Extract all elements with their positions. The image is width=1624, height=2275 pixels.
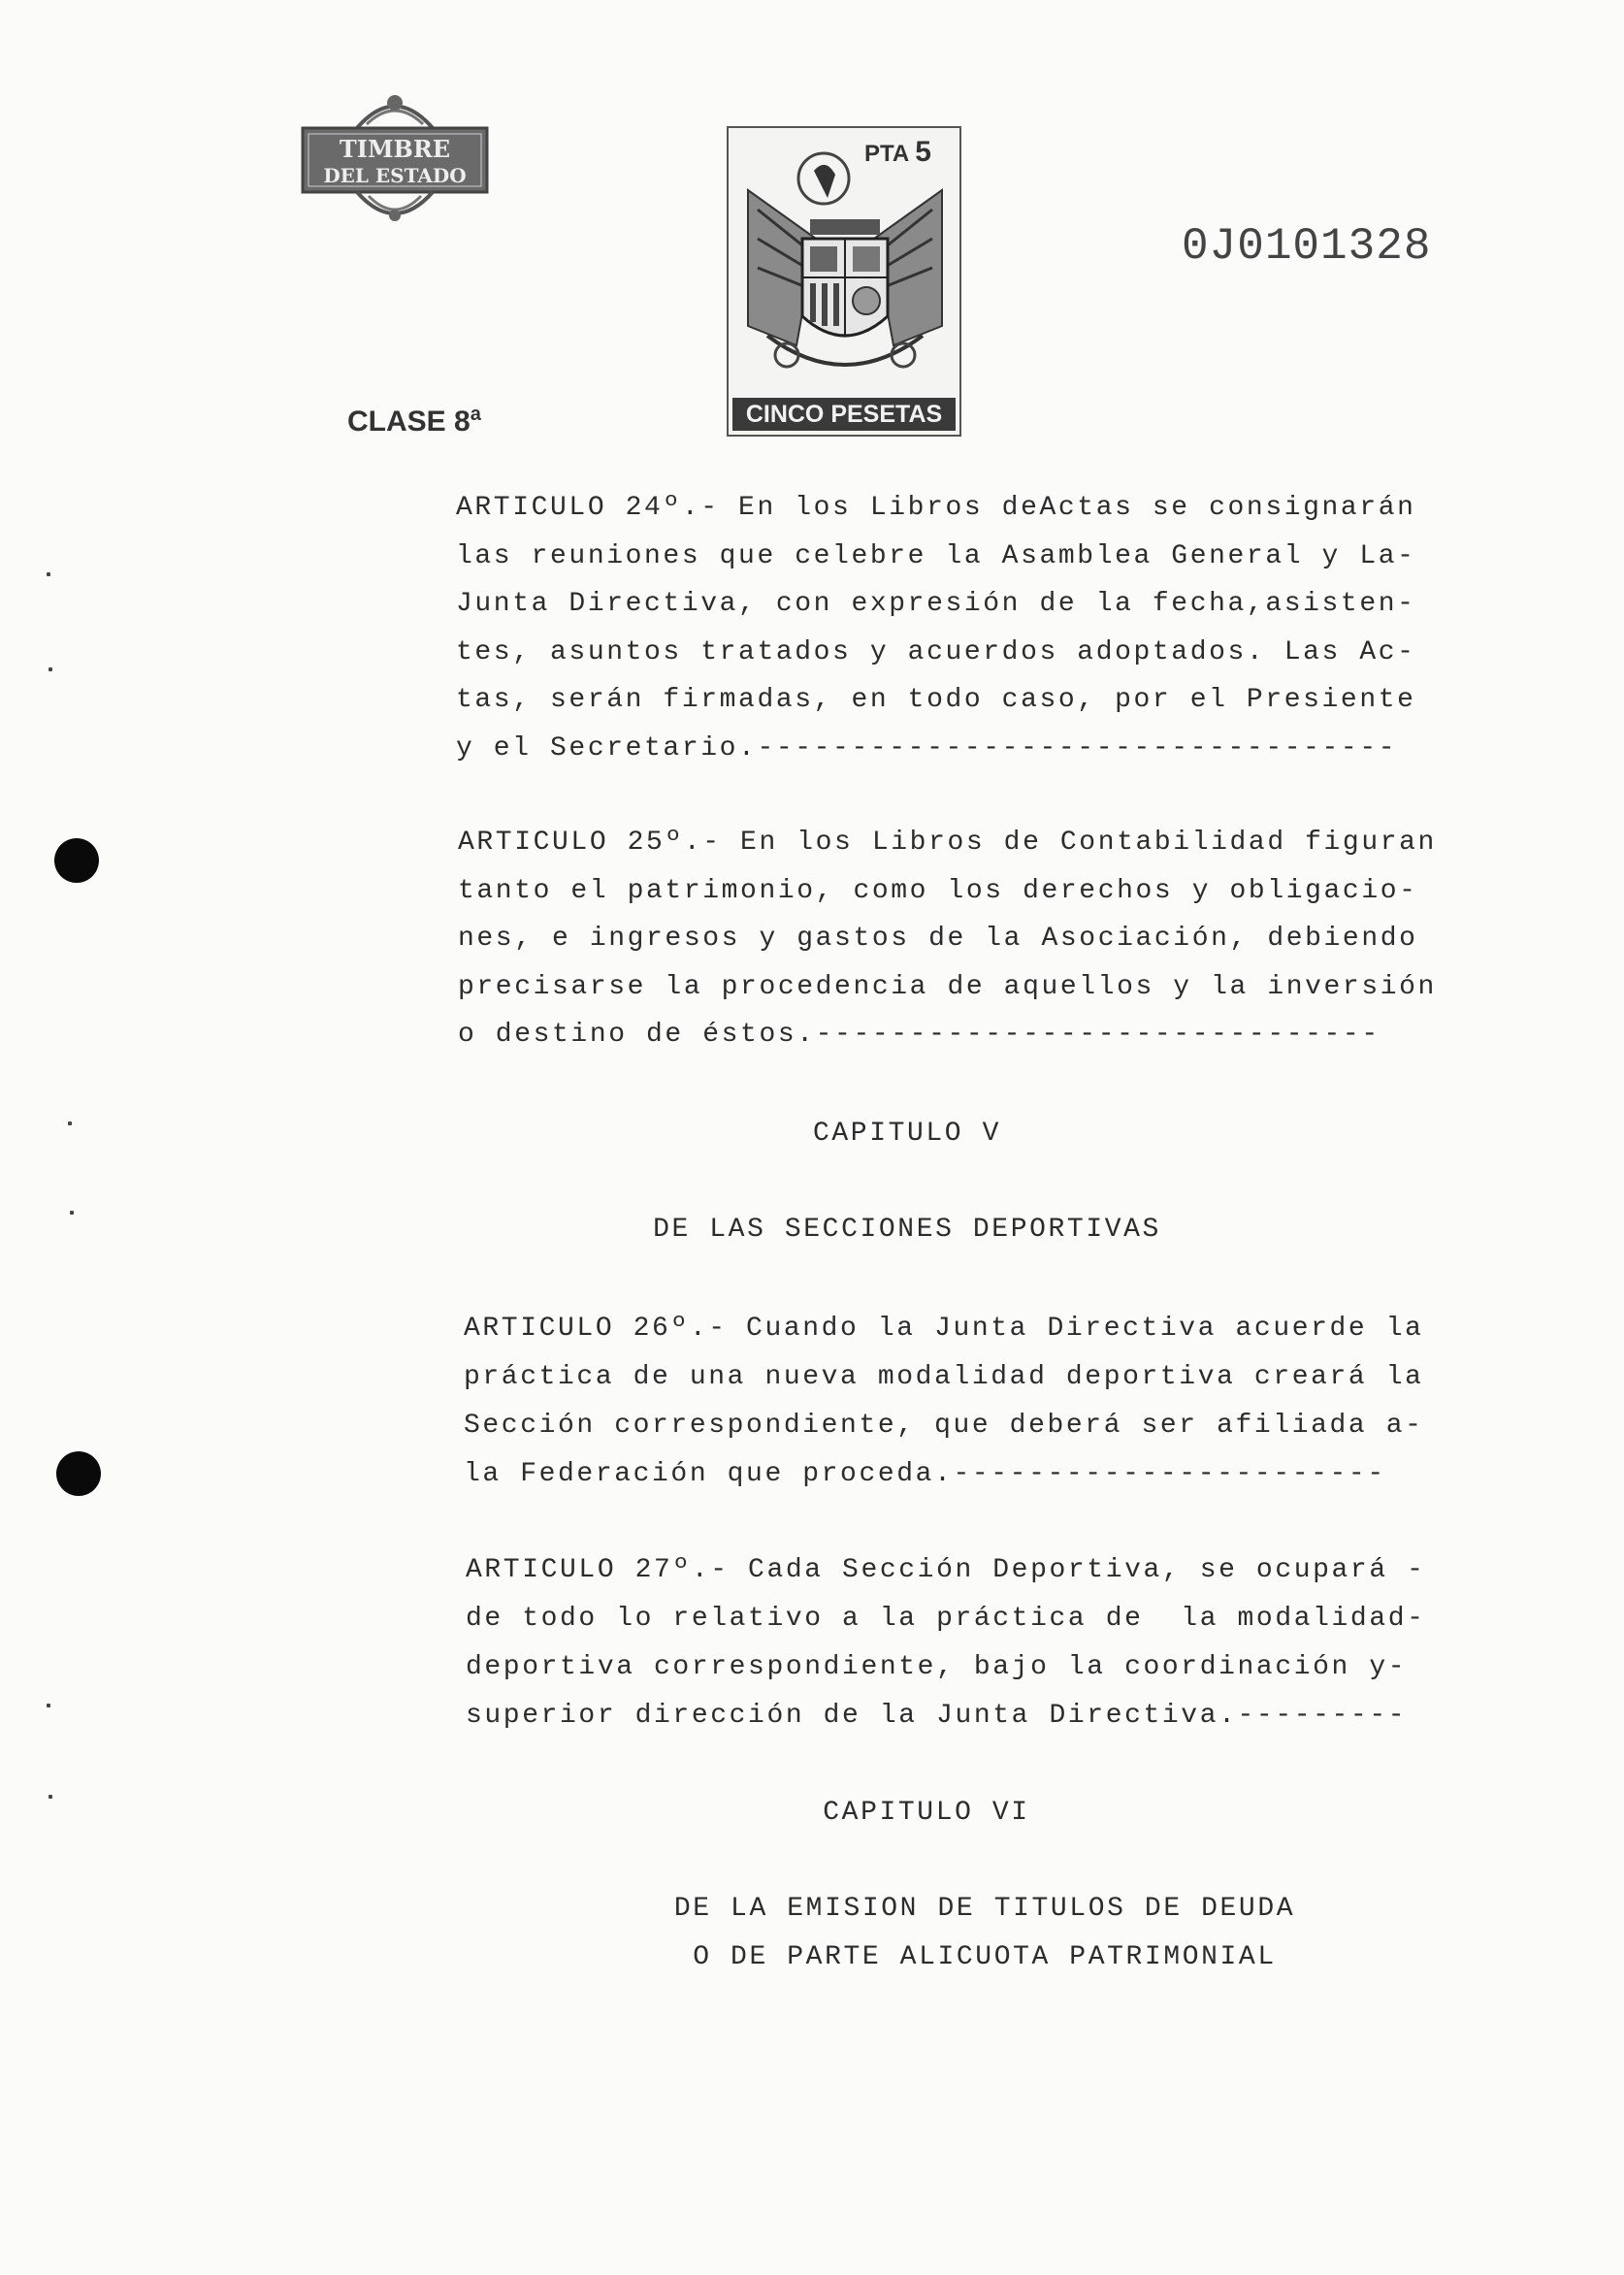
article-line: o destino de éstos.------------------------------ <box>458 1020 1380 1050</box>
article-line: superior dirección de la Junta Directiva.--------- <box>466 1701 1408 1731</box>
article-line: Sección correspondiente, que deberá ser afiliada a- <box>464 1411 1424 1441</box>
article-line: precisarse la procedencia de aquellos y la inversión <box>458 972 1437 1002</box>
article-line: tas, serán firmadas, en todo caso, por el Presiente <box>456 685 1416 715</box>
margin-speck <box>68 1121 72 1125</box>
clase-label: CLASE 8$^a$ <box>347 404 481 438</box>
punch-hole <box>56 1451 101 1496</box>
serial-number: 0J0101328 <box>1182 221 1432 272</box>
article-line: tanto el patrimonio, como los derechos y obligacio- <box>458 876 1418 906</box>
stamp-value-label: PTA 5 <box>864 136 931 168</box>
chapter-subtitle: DE LA EMISION DE TITULOS DE DEUDA <box>673 1894 1296 1924</box>
chapter-subtitle: DE LAS SECCIONES DEPORTIVAS <box>653 1215 1161 1245</box>
stamp-denomination: CINCO PESETAS <box>732 398 956 431</box>
margin-speck <box>47 572 50 576</box>
article-line: tes, asuntos tratados y acuerdos adoptados. Las Ac- <box>456 637 1416 667</box>
article-line: la Federación que proceda.----------------------- <box>464 1459 1386 1489</box>
timbre-line-1: TIMBRE <box>339 135 451 163</box>
article-line: y el Secretario.---------------------------------- <box>456 733 1398 764</box>
article-line: ARTICULO 24º.- En los Libros deActas se consignarán <box>456 493 1416 523</box>
margin-speck <box>47 1704 50 1707</box>
article-line: ARTICULO 25º.- En los Libros de Contabilidad figuran <box>458 828 1437 858</box>
article-line: nes, e ingresos y gastos de la Asociación, debiendo <box>458 924 1418 954</box>
article-line: práctica de una nueva modalidad deportiva creará la <box>464 1362 1424 1392</box>
punch-hole <box>54 838 99 883</box>
article-line: Junta Directiva, con expresión de la fecha,asisten- <box>456 589 1416 619</box>
coat-of-arms-eagle-icon <box>738 151 952 394</box>
margin-speck <box>49 667 52 671</box>
fiscal-stamp <box>727 126 961 437</box>
margin-speck <box>49 1795 52 1799</box>
article-line: de todo lo relativo a la práctica de la modalidad- <box>466 1604 1426 1634</box>
timbre-line-2: DEL ESTADO <box>323 164 467 187</box>
article-line: ARTICULO 26º.- Cuando la Junta Directiva acuerde la <box>464 1314 1424 1344</box>
margin-speck <box>70 1211 74 1215</box>
chapter-title: CAPITULO V <box>812 1119 1002 1149</box>
article-line: deportiva correspondiente, bajo la coordinación y- <box>466 1652 1408 1682</box>
chapter-title: CAPITULO VI <box>823 1798 1030 1828</box>
article-line: las reuniones que celebre la Asamblea General y La- <box>456 541 1416 571</box>
timbre-del-estado-seal <box>299 89 491 227</box>
chapter-subtitle: O DE PARTE ALICUOTA PATRIMONIAL <box>693 1942 1277 1972</box>
article-line: ARTICULO 27º.- Cada Sección Deportiva, se ocupará - <box>466 1555 1426 1585</box>
